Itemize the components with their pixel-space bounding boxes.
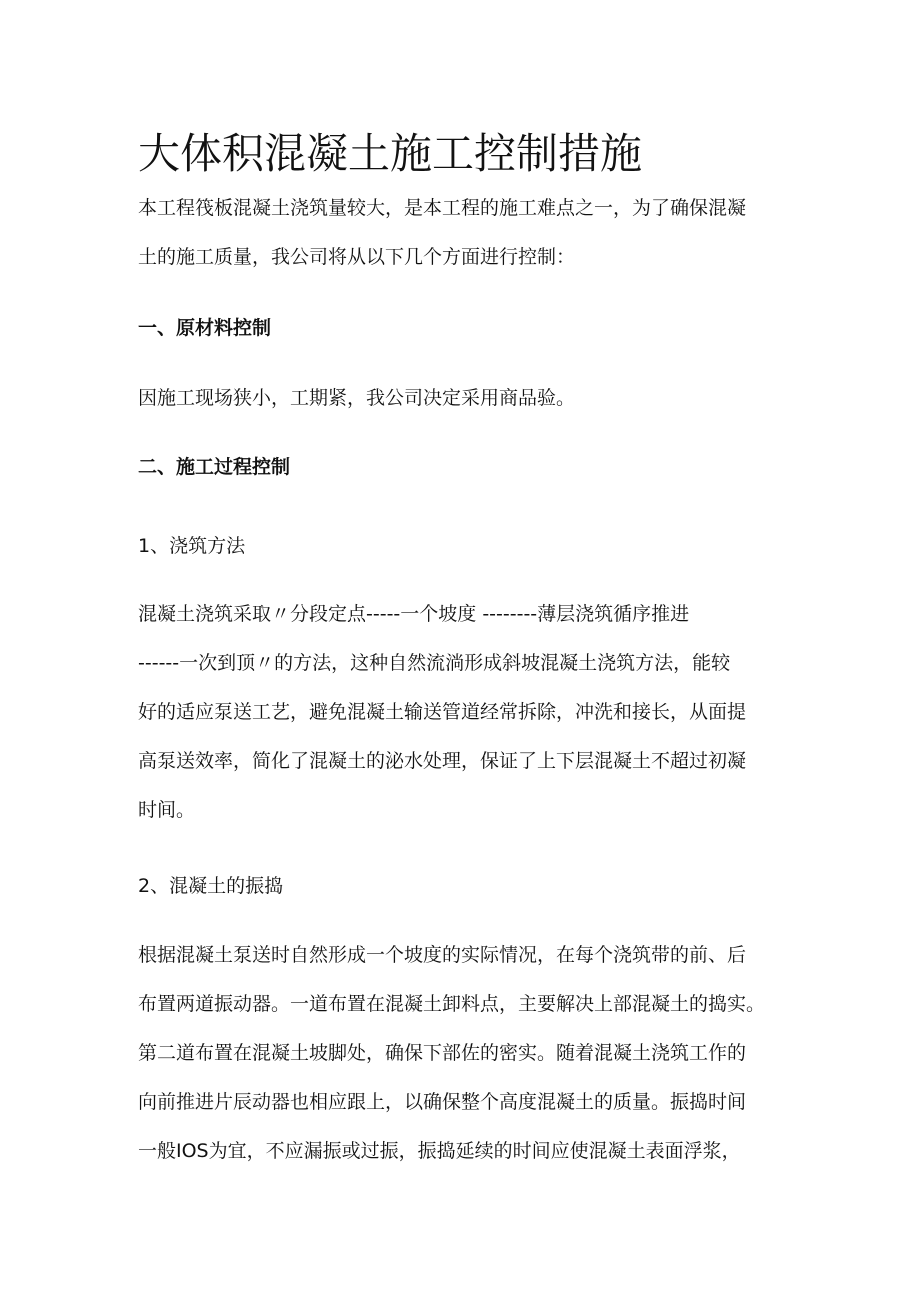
subsection-text-pouring [138,590,788,835]
page-title: 大体积混凝土施工控制措施 [138,129,643,178]
text-line: 布置两道振动器。一道布置在混凝土卸料点，主要解决上部混凝土的捣实。 [138,993,766,1015]
text-line: 土的施工质量，我公司将从以下几个方面进行控制： [138,246,576,268]
section-heading-materials: 一、原材料控制 [138,317,272,339]
text-line: 第二道布置在混凝土坡脚处，确保下部佐的密实。随着混凝土浇筑工作的 [138,1042,747,1064]
subsection-heading-vibration: 2、混凝土的振捣 [138,875,284,897]
text-line: 高泵送效率，简化了混凝土的泌水处理，保证了上下层混凝土不超过初凝 [138,750,747,772]
text-line: 本工程筏板混凝土浇筑量较大，是本工程的施工难点之一，为了确保混凝 [138,197,747,219]
subsection-text-vibration [138,931,788,1176]
subsection-heading-pouring: 1、浇筑方法 [138,535,246,557]
text-line: 向前推进片辰动器也相应跟上，以确保整个高度混凝土的质量。振捣时间 [138,1091,747,1113]
section-text-materials: 因施工现场狭小，工期紧，我公司决定采用商品验。 [138,387,576,409]
text-line: 根据混凝土泵送时自然形成一个坡度的实际情况，在每个浇筑带的前、后 [138,944,747,966]
text-line: ------一次到顶〃的方法，这种自然流淌形成斜坡混凝土浇筑方法，能较 [138,652,731,674]
text-line: 时间。 [138,799,196,821]
text-line: 一般IOS为宜，不应漏振或过振，振捣延续的时间应使混凝土表面浮浆， [138,1140,741,1162]
section-heading-process: 二、施工过程控制 [138,456,291,478]
intro-paragraph [138,184,788,282]
text-line: 好的适应泵送工艺，避免混凝土输送管道经常拆除，冲洗和接长，从面提 [138,701,747,723]
text-line: 混凝土浇筑采取〃分段定点-----一个坡度 --------薄层浇筑循序推进 [138,603,690,625]
